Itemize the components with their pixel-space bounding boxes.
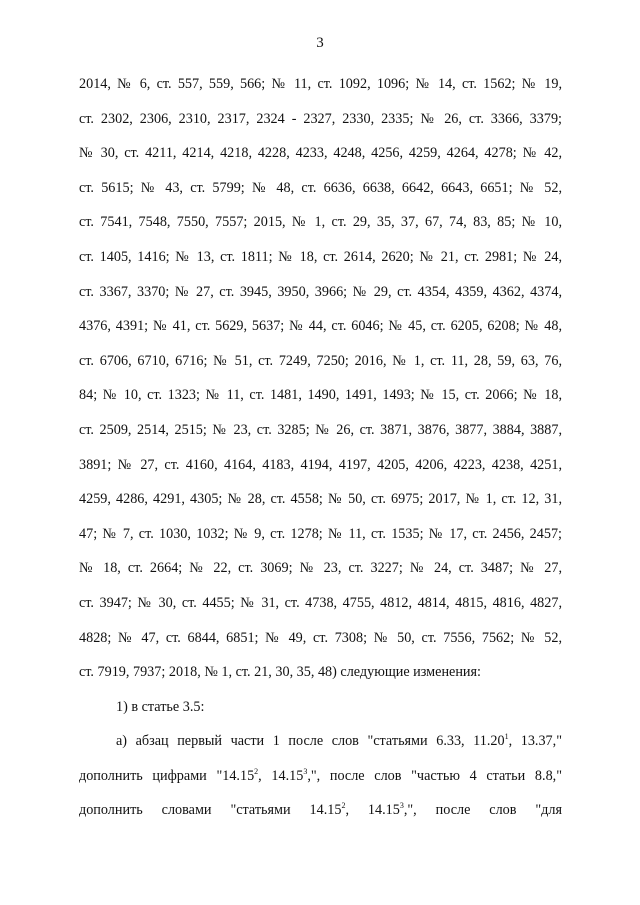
text-line: ст. 7919, 7937; 2018, № 1, ст. 21, 30, 35, 48) следующие изменения: [79,664,481,681]
text-segment: , 13.37," [508,733,562,750]
text-line: 4376, 4391; № 41, ст. 5629, 5637; № 44, ст. 6046; № 45, ст. 6205, 6208; № 48, [79,318,562,335]
text-line: ст. 7541, 7548, 7550, 7557; 2015, № 1, ст. 29, 35, 37, 67, 74, 83, 85; № 10, [79,214,562,231]
text-line: ст. 6706, 6710, 6716; № 51, ст. 7249, 7250; 2016, № 1, ст. 11, 28, 59, 63, 76, [79,352,562,369]
text-line: 2014, № 6, ст. 557, 559, 566; № 11, ст. 1092, 1096; № 14, ст. 1562; № 19, [79,76,562,92]
text-segment: ,", после слов "для [403,802,562,819]
superscript: 1 [504,732,509,742]
text-line: 3891; № 27, ст. 4160, 4164, 4183, 4194, 4197, 4205, 4206, 4223, 4238, 4251, [79,456,562,473]
superscript: 3 [399,801,404,811]
text-line: ст. 3367, 3370; № 27, ст. 3945, 3950, 3966; № 29, ст. 4354, 4359, 4362, 4374, [79,283,562,300]
paragraph-a-line-2 [79,762,562,797]
page-number: 3 [316,35,324,51]
text-line: 84; № 10, ст. 1323; № 11, ст. 1481, 1490, 1491, 1493; № 15, ст. 2066; № 18, [79,387,562,404]
text-line: 4828; № 47, ст. 6844, 6851; № 49, ст. 7308; № 50, ст. 7556, 7562; № 52, [79,629,562,646]
text-line: ст. 5615; № 43, ст. 5799; № 48, ст. 6636, 6638, 6642, 6643, 6651; № 52, [79,179,562,196]
text-segment: ,", после слов "частью 4 статьи 8.8," [307,767,562,784]
superscript: 3 [303,766,308,776]
text-line: 4259, 4286, 4291, 4305; № 28, ст. 4558; № 50, ст. 6975; 2017, № 1, ст. 12, 31, [79,491,562,508]
text-line: ст. 2509, 2514, 2515; № 23, ст. 3285; № 26, ст. 3871, 3876, 3877, 3884, 3887, [79,421,562,438]
list-item-1: 1) в статье 3.5: [116,698,205,715]
text-line: ст. 2302, 2306, 2310, 2317, 2324 - 2327, 2330, 2335; № 26, ст. 3366, 3379; [79,110,562,127]
text-segment: , 14.15 [258,767,304,784]
text-line: ст. 3947; № 30, ст. 4455; № 31, ст. 4738, 4755, 4812, 4814, 4815, 4816, 4827, [79,594,562,611]
superscript: 2 [254,766,259,776]
paragraph-a-line-3 [79,796,562,831]
text-segment: а) абзац первый части 1 после слов "статьями 6.33, 11.20 [116,733,505,750]
paragraph-a-line-1 [79,727,562,762]
text-segment: дополнить словами "статьями 14.15 [79,802,342,819]
text-segment: дополнить цифрами "14.15 [79,767,255,784]
text-line: № 18, ст. 2664; № 22, ст. 3069; № 23, ст. 3227; № 24, ст. 3487; № 27, [79,560,562,577]
text-line: № 30, ст. 4211, 4214, 4218, 4228, 4233, 4248, 4256, 4259, 4264, 4278; № 42, [79,145,562,162]
text-line: ст. 1405, 1416; № 13, ст. 1811; № 18, ст. 2614, 2620; № 21, ст. 2981; № 24, [79,248,562,265]
document-body [79,70,562,831]
text-line: 47; № 7, ст. 1030, 1032; № 9, ст. 1278; № 11, ст. 1535; № 17, ст. 2456, 2457; [79,525,562,542]
superscript: 2 [341,801,346,811]
text-segment: , 14.15 [345,802,400,819]
